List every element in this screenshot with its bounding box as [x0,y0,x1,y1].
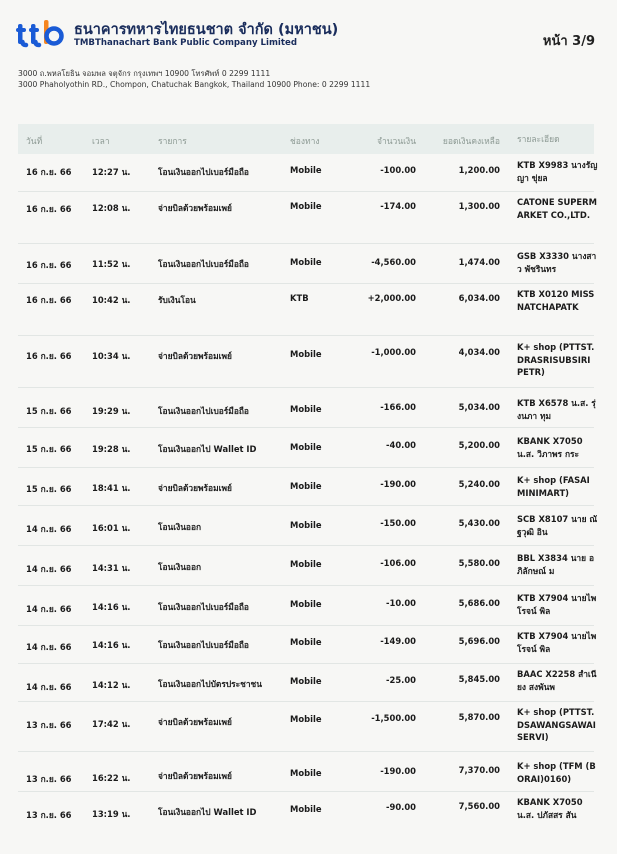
row-date: 13 ก.ย. 66 [26,774,72,784]
row-channel: Mobile [290,768,322,778]
row-description: โอนเงินออกไป Wallet ID [158,444,257,454]
row-balance: 7,560.00 [458,801,500,811]
row-date: 14 ก.ย. 66 [26,682,72,692]
row-time: 14:16 น. [92,640,131,650]
row-description: จ่ายบิลด้วยพร้อมเพย์ [158,717,232,727]
row-balance: 1,200.00 [458,165,500,175]
row-channel: Mobile [290,481,322,491]
row-date: 14 ก.ย. 66 [26,642,72,652]
row-channel: Mobile [290,804,322,814]
col-channel-header: ช่องทาง [290,137,320,147]
row-description: โอนเงินออก [158,522,202,532]
row-channel: Mobile [290,676,322,686]
row-description: จ่ายบิลด้วยพร้อมเพย์ [158,483,232,493]
table-row [18,336,594,388]
row-time: 12:27 น. [92,167,131,177]
row-channel: Mobile [290,559,322,569]
row-details: K+ shop (PTTST.DRASRISUBSIRI PETR) [517,342,595,377]
table-row [18,664,597,702]
address-english: 3000 Phaholyothin RD., Chompon, Chatuchak Bangkok, Thailand 10900 Phone: 0 2299 1111 [18,80,371,89]
row-time: 12:08 น. [92,203,131,213]
table-row [18,546,594,586]
row-time: 10:42 น. [92,295,131,305]
row-time: 13:19 น. [92,809,131,819]
table-row [18,506,598,546]
row-channel: Mobile [290,520,322,530]
table-row [18,468,594,506]
row-details: K+ shop (FASAI MINIMART) [517,475,590,498]
row-description: จ่ายบิลด้วยพร้อมเพย์ [158,771,232,781]
row-details: KTB X0120 MISSNATCHAPATK [517,289,595,312]
row-amount: -190.00 [380,766,416,776]
row-description: รับเงินโอน [158,295,196,305]
row-date: 14 ก.ย. 66 [26,564,72,574]
row-amount: -190.00 [380,479,416,489]
row-details: BBL X3834 นาย อภิลักษณ์ ม [517,553,594,576]
table-row [18,388,594,428]
row-details: KTB X6578 น.ส. รุ่งนภา ทุม [517,398,596,421]
row-details: KTB X7904 นายไพโรจน์ พิล [517,631,597,654]
row-date: 16 ก.ย. 66 [26,260,72,270]
table-row [18,702,594,752]
row-balance: 5,200.00 [458,440,500,450]
row-balance: 5,845.00 [458,674,500,684]
row-details: GSB X3330 นางสาว พัชรินทร [517,251,597,274]
row-balance: 6,034.00 [458,293,500,303]
row-channel: Mobile [290,201,322,211]
row-channel: Mobile [290,165,322,175]
row-balance: 1,300.00 [458,201,500,211]
row-channel: Mobile [290,257,322,267]
table-row [18,244,597,284]
row-date: 15 ก.ย. 66 [26,406,72,416]
table-row [18,586,597,626]
address-thai: 3000 ถ.พหลโยธิน จอมพล จตุจักร กรุงเทพฯ 10900 โทรศัพท์ 0 2299 1111 [18,69,271,78]
row-balance: 5,034.00 [458,402,500,412]
row-date: 14 ก.ย. 66 [26,604,72,614]
col-description-header: รายการ [158,137,187,147]
row-time: 19:29 น. [92,406,131,416]
row-time: 11:52 น. [92,259,131,269]
row-date: 13 ก.ย. 66 [26,810,72,820]
table-row [18,192,597,244]
row-balance: 5,870.00 [458,712,500,722]
row-description: โอนเงินออกไปเบอร์มือถือ [158,259,249,269]
bank-name-thai: ธนาคารทหารไทยธนชาต จำกัด (มหาชน) [74,22,339,38]
row-description: โอนเงินออกไปเบอร์มือถือ [158,602,249,612]
row-date: 16 ก.ย. 66 [26,295,72,305]
row-date: 15 ก.ย. 66 [26,484,72,494]
col-time-header: เวลา [92,137,110,147]
row-channel: Mobile [290,349,322,359]
row-description: จ่ายบิลด้วยพร้อมเพย์ [158,351,232,361]
row-description: โอนเงินออกไปเบอร์มือถือ [158,406,249,416]
table-row [18,428,594,468]
row-amount: -100.00 [380,165,416,175]
row-details: BAAC X2258 สำเนียง สงพันพ [517,669,597,692]
row-amount: -90.00 [386,802,416,812]
table-row [18,154,598,192]
row-date: 16 ก.ย. 66 [26,167,72,177]
row-amount: -25.00 [386,675,416,685]
row-time: 10:34 น. [92,351,131,361]
row-amount: -1,000.00 [371,347,416,357]
row-amount: -149.00 [380,636,416,646]
row-details: CATONE SUPERMARKET CO.,LTD. [517,197,597,220]
row-channel: Mobile [290,637,322,647]
row-time: 19:28 น. [92,444,131,454]
row-amount: -1,500.00 [371,713,416,723]
row-time: 14:31 น. [92,563,131,573]
row-date: 13 ก.ย. 66 [26,720,72,730]
row-channel: Mobile [290,442,322,452]
table-row [18,752,594,792]
row-details: KBANK X7050 น.ส. ปภัสสร สัน [517,797,583,820]
bank-name-english: TMBThanachart Bank Public Company Limited [74,38,297,48]
row-balance: 5,430.00 [458,518,500,528]
row-description: โอนเงินออกไปเบอร์มือถือ [158,640,249,650]
col-balance-header: ยอดเงินคงเหลือ [442,137,500,147]
row-amount: -166.00 [380,402,416,412]
row-date: 16 ก.ย. 66 [26,204,72,214]
row-details: KBANK X7050 น.ส. วิภาพร กระ [517,436,583,459]
row-time: 16:01 น. [92,523,131,533]
col-date-header: วันที่ [26,137,43,147]
row-date: 14 ก.ย. 66 [26,524,72,534]
row-details: KTB X9983 นางรัญญา ขุ่ยล [517,160,598,183]
row-amount: -40.00 [386,440,416,450]
row-description: โอนเงินออกไป Wallet ID [158,807,257,817]
row-balance: 5,696.00 [458,636,500,646]
row-description: โอนเงินออกไปบัตรประชาชน [158,679,262,689]
row-balance: 1,474.00 [458,257,500,267]
page-number: หน้า 3/9 [542,34,595,49]
table-row [18,792,594,832]
row-details: K+ shop (TFM (BORAI)0160) [517,761,596,784]
row-amount: -174.00 [380,201,416,211]
table-row [18,626,597,664]
row-description: จ่ายบิลด้วยพร้อมเพย์ [158,203,232,213]
row-description: โอนเงินออก [158,562,202,572]
row-time: 16:22 น. [92,773,131,783]
row-amount: -106.00 [380,558,416,568]
row-date: 16 ก.ย. 66 [26,351,72,361]
col-details-header: รายละเอียด [517,135,560,145]
row-balance: 5,686.00 [458,598,500,608]
row-amount: -150.00 [380,518,416,528]
row-balance: 7,370.00 [458,765,500,775]
row-balance: 4,034.00 [458,347,500,357]
row-amount: +2,000.00 [367,293,416,303]
row-channel: KTB [290,293,309,303]
row-amount: -4,560.00 [371,257,416,267]
row-channel: Mobile [290,599,322,609]
row-details: K+ shop (PTTST.DSAWANGSAWAI SERVI) [517,707,596,742]
row-details: SCB X8107 นาย ณัฐวุฒิ อิน [517,514,598,537]
row-balance: 5,580.00 [458,558,500,568]
row-details: KTB X7904 นายไพโรจน์ พิล [517,593,597,616]
row-channel: Mobile [290,714,322,724]
row-channel: Mobile [290,404,322,414]
transaction-table [18,124,598,832]
row-time: 14:16 น. [92,602,131,612]
table-row [18,284,594,336]
row-date: 15 ก.ย. 66 [26,444,72,454]
ttb-logo-icon [16,18,66,48]
row-time: 18:41 น. [92,483,131,493]
col-amount-header: จำนวนเงิน [376,137,416,147]
statement-header [16,14,599,58]
table-header [18,124,594,154]
row-balance: 5,240.00 [458,479,500,489]
row-time: 17:42 น. [92,719,131,729]
row-amount: -10.00 [386,598,416,608]
row-description: โอนเงินออกไปเบอร์มือถือ [158,167,249,177]
row-time: 14:12 น. [92,680,131,690]
